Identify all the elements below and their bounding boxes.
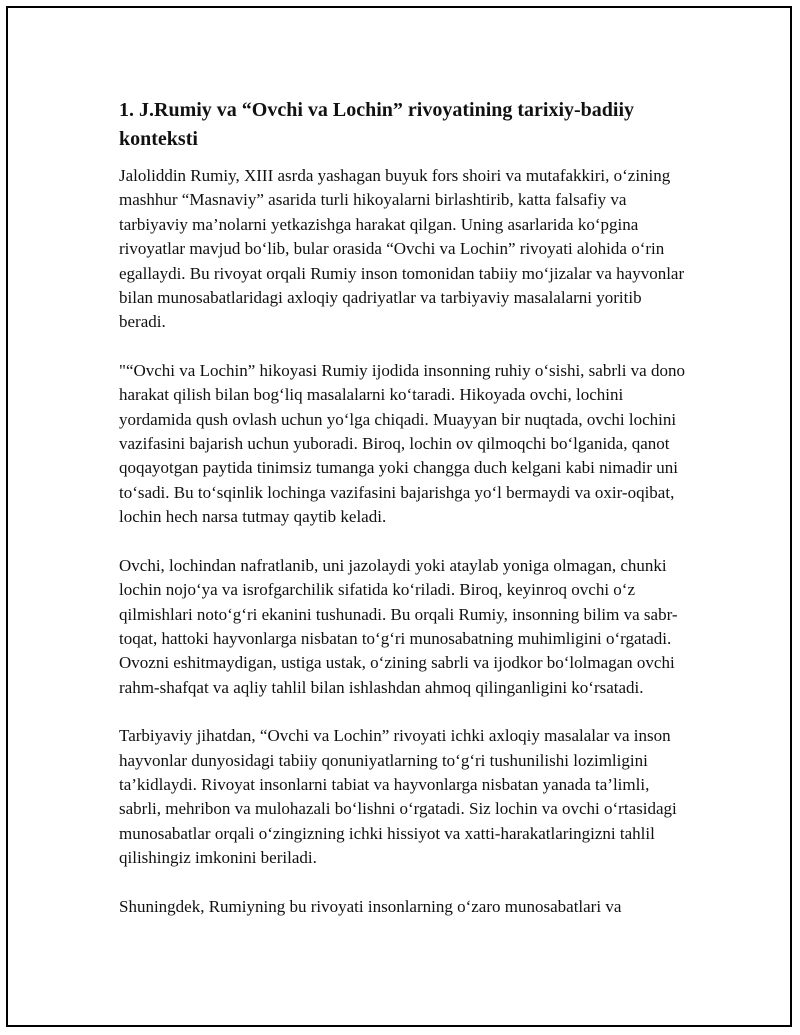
section-title: 1. J.Rumiy va “Ovchi va Lochin” rivoyatining tarixiy-badiiy konteksti (119, 99, 635, 150)
document-page (6, 6, 792, 1027)
paragraph-5: Shuningdek, Rumiyning bu rivoyati insonlarning o‘zaro munosabatlari va (119, 896, 622, 916)
paragraph-2: "“Ovchi va Lochin” hikoyasi Rumiy ijodida insonning ruhiy o‘sishi, sabrli va dono harakat qilish bilan bog‘liq masalalarni ko‘taradi. Hikoyada ovchi, lochini yordamida qush ovlash uchun yo‘lga chiqadi. Muayyan bir nuqtada, ovchi lochini vazifasini bajarish uchun yuboradi. Biroq, lochin ov qilmoqchi bo‘lganida, qanot qoqayotgan paytida tinimsiz tumanga yoki changga duch kelgani kabi nimadir uni to‘sadi. Bu to‘sqinlik lochinga vazifasini bajarishga yo‘l bermaydi va oxir-oqibat, lochin hech narsa tutmay qaytib keladi. (119, 360, 685, 527)
paragraph-3: Ovchi, lochindan nafratlanib, uni jazolaydi yoki ataylab yoniga olmagan, chunki lochin nojo‘ya va isrofgarchilik sifatida ko‘riladi. Biroq, keyinroq ovchi o‘z qilmishlari noto‘g‘ri ekanini tushunadi. Bu orqali Rumiy, insonning bilim va sabr-toqat, hattoki hayvonlarga nisbatan to‘g‘ri munosabatning muhimligini o‘rgatadi. Ovozni eshitmaydigan, ustiga ustak, o‘zining sabrli va ijodkor bo‘lolmagan ovchi rahm-shafqat va aqliy tahlil bilan ishlashdan ahmoq qilinganligini ko‘rsatadi. (119, 555, 678, 697)
paragraph-4: Tarbiyaviy jihatdan, “Ovchi va Lochin” rivoyati ichki axloqiy masalalar va inson hayvonlar dunyosidagi tabiiy qonuniyatlarning to‘g‘ri tushunilishi lozimligini ta’kidlaydi. Rivoyat insonlarni tabiat va hayvonlarga nisbatan yanada ta’limli, sabrli, mehribon va mulohazali bo‘lishni o‘rgatadi. Siz lochin va ovchi o‘rtasidagi munosabatlar orqali o‘zingizning ichki hissiyot va xatti-harakatlaringizni tahlil qilishingiz imkonini beriladi. (119, 726, 677, 868)
document-content (119, 96, 689, 943)
paragraph-1: Jaloliddin Rumiy, XIII asrda yashagan buyuk fors shoiri va mutafakkiri, o‘zining mashhur “Masnaviy” asarida turli hikoyalarni birlashtirib, katta falsafiy va tarbiyaviy ma’nolarni yetkazishga harakat qilgan. Uning asarlarida ko‘pgina rivoyatlar mavjud bo‘lib, bular orasida “Ovchi va Lochin” rivoyati alohida o‘rin egallaydi. Bu rivoyat orqali Rumiy inson tomonidan tabiiy mo‘jizalar va hayvonlar bilan munosabatlaridagi axloqiy qadriyatlar va tarbiyaviy masalalarni yoritib beradi. (119, 166, 685, 332)
